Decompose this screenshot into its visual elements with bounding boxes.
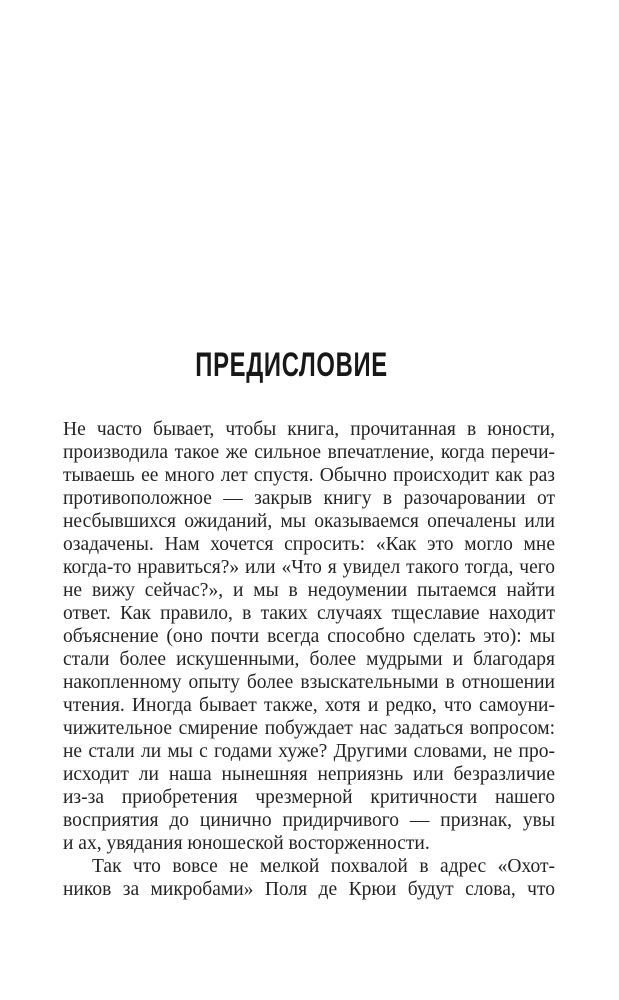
text-line: объяснение (оно почти всегда способно сделать это): мы [63,626,555,647]
text-line: стали более искушенными, более мудрыми и благодаря [63,649,555,670]
text-line: не вижу сейчас?», и мы в недоумении пытаемся найти [63,580,555,601]
text-line: несбывшихся ожиданий, мы оказываемся опечалены или [63,511,555,532]
text-line: исходит ли наша нынешняя неприязнь или безразличие [63,764,555,785]
text-line: не стали ли мы с годами хуже? Другими словами, не про- [63,741,555,762]
text-line: чтения. Иногда бывает также, хотя и редко, что самоуни- [63,695,555,716]
text-line: ответ. Как правило, в таких случаях тщеславие находит [63,603,555,624]
text-line: из-за приобретения чрезмерной критичности нашего [63,787,555,808]
text-line: Так что вовсе не мелкой похвалой в адрес «Охот- [92,856,555,877]
text-line: чижительное смирение побуждает нас задаться вопросом: [63,718,555,739]
paragraph [63,418,555,855]
text-line: когда-то нравиться?» или «Что я увидел такого тогда, чего [63,557,555,578]
text-line: производила такое же сильное впечатление, когда перечи- [63,442,555,463]
paragraph [63,855,555,901]
text-line: противоположное — закрыв книгу в разочаровании от [63,488,555,509]
text-line: ников за микробами» Поля де Крюи будут слова, что [63,879,555,900]
text-line: восприятия до цинично придирчивого — признак, увы [63,810,555,831]
text-line: и ах, увядания юношеской восторженности. [63,833,430,854]
page-title-text: ПРЕДИСЛОВИЕ [195,346,389,384]
page-title [63,345,555,385]
text-line: накопленному опыту более взыскательными в отношении [63,672,555,693]
text-line: тываешь ее много лет спустя. Обычно происходит как раз [63,465,555,486]
text-line: озадачены. Нам хочется спросить: «Как это могло мне [63,534,555,555]
text-line: Не часто бывает, чтобы книга, прочитанная в юности, [63,419,555,440]
body-text-block [63,418,555,901]
